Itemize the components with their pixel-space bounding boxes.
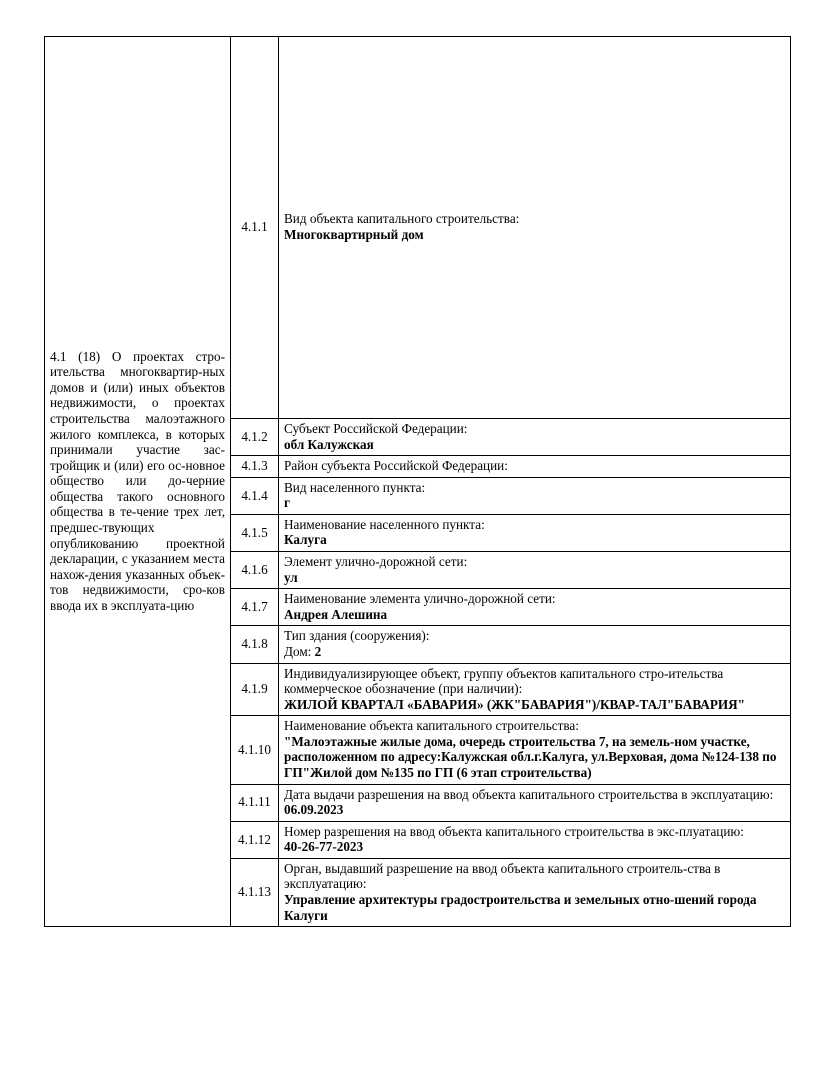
field-label: Дата выдачи разрешения на ввод объекта капитального строительства в эксплуатацию: xyxy=(284,786,774,802)
field-label: Вид населенного пункта: xyxy=(284,479,426,495)
row-content-4-1-7 xyxy=(279,589,791,626)
row-number-4-1-5: 4.1.5 xyxy=(231,514,279,551)
row-content-4-1-12 xyxy=(279,821,791,858)
row-content-4-1-9 xyxy=(279,663,791,716)
row-number-4-1-2: 4.1.2 xyxy=(231,419,279,456)
field-value-line xyxy=(284,644,321,659)
row-content-4-1-10 xyxy=(279,716,791,784)
field-label: Номер разрешения на ввод объекта капитального строительства в экс-плуатацию: xyxy=(284,823,744,839)
row-number-4-1-11: 4.1.11 xyxy=(231,784,279,821)
field-value: 06.09.2023 xyxy=(284,802,344,818)
field-label: Орган, выдавший разрешение на ввод объекта капитального строитель-ства в эксплуатацию: xyxy=(284,860,721,892)
field-label: Район субъекта Российской Федерации: xyxy=(284,458,508,474)
row-number-4-1-4: 4.1.4 xyxy=(231,477,279,514)
row-number-4-1-13: 4.1.13 xyxy=(231,858,279,926)
field-value: "Малоэтажные жилые дома, очередь строительства 7, на земель-ном участке, расположенном по адресу:Калужская обл.г.Калуга, ул.Верховая, дома №124-138 по ГП"Жилой дом №135 по ГП (6 этап строительства) xyxy=(284,733,777,780)
row-number-4-1-1: 4.1.1 xyxy=(231,37,279,419)
field-label: Наименование объекта капитального строительства: xyxy=(284,718,579,734)
row-content-4-1-2 xyxy=(279,419,791,456)
row-content-4-1-8 xyxy=(279,626,791,663)
row-number-4-1-3: 4.1.3 xyxy=(231,456,279,478)
field-value-prefix: Дом: xyxy=(284,643,315,659)
field-value: обл Калужская xyxy=(284,436,374,452)
field-value: ЖИЛОЙ КВАРТАЛ «БАВАРИЯ» (ЖК"БАВАРИЯ")/КВАР-ТАЛ"БАВАРИЯ" xyxy=(284,696,745,712)
row-number-4-1-8: 4.1.8 xyxy=(231,626,279,663)
row-content-4-1-4 xyxy=(279,477,791,514)
row-content-4-1-3 xyxy=(279,456,791,478)
section-label-cell: 4.1 (18) О проектах стро-ительства многоквартир-ных домов и (или) иных объектов недвижимости, о проектах строительства малоэтажного жилого комплекса, в которых принимали участие зас-тройщик и (или) его ос-новное общество или до-черние общества такого основного общества в те-чение трех лет, предшес-твующих опубликованию проектной декларации, с указанием места нахож-дения указанных объек-тов недвижимости, сро-ков ввода их в эксплуата-цию xyxy=(45,37,231,927)
field-value: Калуга xyxy=(284,532,327,548)
field-label: Субъект Российской Федерации: xyxy=(284,421,468,436)
field-label: Элемент улично-дорожной сети: xyxy=(284,554,468,570)
field-value: Андрея Алешина xyxy=(284,606,388,622)
row-content-4-1-1 xyxy=(279,37,791,419)
project-declaration-table xyxy=(44,36,791,927)
row-number-4-1-9: 4.1.9 xyxy=(231,663,279,716)
row-content-4-1-11 xyxy=(279,784,791,821)
row-content-4-1-6 xyxy=(279,552,791,589)
row-content-4-1-13 xyxy=(279,858,791,926)
field-value: Управление архитектуры градостроительства и земельных отно-шений города Калуги xyxy=(284,892,757,923)
field-label: Наименование населенного пункта: xyxy=(284,516,485,532)
row-number-4-1-6: 4.1.6 xyxy=(231,552,279,589)
row-number-4-1-7: 4.1.7 xyxy=(231,589,279,626)
field-label: Тип здания (сооружения): xyxy=(284,628,430,644)
field-value: 40-26-77-2023 xyxy=(284,839,364,855)
field-value: 2 xyxy=(314,643,322,659)
field-value: ул xyxy=(284,569,298,585)
field-label: Индивидуализирующее объект, группу объектов капитального стро-ительства коммерческое обозначение (при наличии): xyxy=(284,665,724,697)
field-value: Многоквартирный дом xyxy=(284,227,424,242)
row-number-4-1-10: 4.1.10 xyxy=(231,716,279,784)
row-content-4-1-5 xyxy=(279,514,791,551)
row-number-4-1-12: 4.1.12 xyxy=(231,821,279,858)
field-label: Вид объекта капитального строительства: xyxy=(284,211,520,227)
field-label: Наименование элемента улично-дорожной сети: xyxy=(284,591,556,607)
table-row xyxy=(45,37,791,419)
field-value: г xyxy=(284,495,290,511)
